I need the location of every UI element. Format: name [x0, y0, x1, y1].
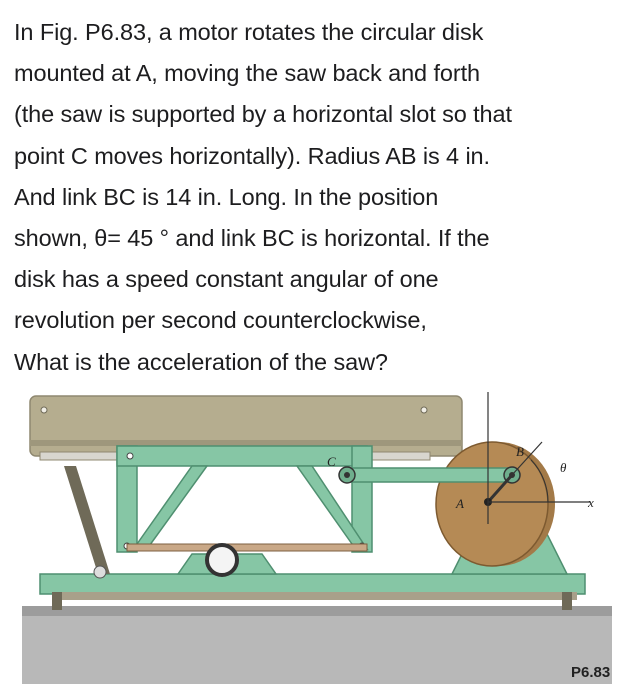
problem-line-7: disk has a speed constant angular of one — [14, 266, 439, 293]
problem-line-3: (the saw is supported by a horizontal slot so that — [14, 101, 512, 128]
label-x: x — [588, 495, 594, 510]
problem-line-6: shown, θ= 45 ° and link BC is horizontal. If the — [14, 225, 490, 252]
motor-disk — [436, 442, 555, 566]
problem-line-5: And link BC is 14 in. Long. In the position — [14, 183, 439, 210]
floor — [22, 606, 612, 684]
problem-line-4: point C moves horizontally). Radius AB is 4 in. — [14, 142, 490, 169]
problem-statement — [14, 12, 619, 383]
workpiece — [207, 545, 237, 575]
label-theta: θ — [560, 460, 567, 475]
problem-line-1: In Fig. P6.83, a motor rotates the circular disk — [14, 19, 484, 45]
saw-blade — [127, 544, 367, 551]
link-bc — [339, 467, 520, 483]
left-leg — [64, 466, 110, 574]
problem-line-9: What is the acceleration of the saw? — [14, 348, 388, 375]
figure-caption: P6.83 — [571, 664, 611, 681]
problem-line-2: mounted at A, moving the saw back and forth — [14, 60, 480, 87]
label-b: B — [516, 444, 524, 459]
label-a: A — [456, 496, 464, 511]
label-c: C — [327, 454, 336, 469]
problem-line-8: revolution per second counterclockwise, — [14, 307, 427, 334]
saw-mechanism-figure — [22, 384, 612, 684]
